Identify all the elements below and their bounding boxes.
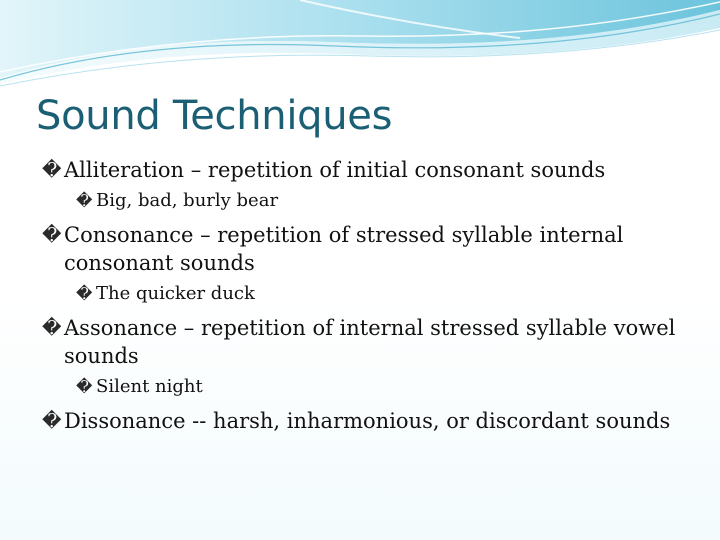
sub-bullet-item-consonance-example (42, 282, 682, 306)
bullet-marker-icon: � (42, 224, 62, 246)
bullet-text: The quicker duck (96, 283, 255, 304)
bullet-item-consonance (42, 221, 682, 277)
bullet-text: Dissonance -- harsh, inharmonious, or discordant sounds (64, 409, 671, 433)
header-wave-decoration (0, 0, 720, 90)
bullet-marker-icon: � (76, 284, 93, 303)
bullet-text: Assonance – repetition of internal stressed syllable vowel sounds (64, 316, 676, 368)
bullet-marker-icon: � (42, 317, 62, 339)
sub-bullet-item-assonance-example (42, 375, 682, 399)
bullet-marker-icon: � (42, 159, 62, 181)
bullet-marker-icon: � (76, 191, 93, 210)
slide-title: Sound Techniques (36, 93, 393, 139)
bullet-item-alliteration (42, 156, 682, 184)
bullet-text: Silent night (96, 376, 203, 397)
bullet-text: Alliteration – repetition of initial consonant sounds (64, 158, 606, 182)
bullet-marker-icon: � (42, 410, 62, 432)
bullet-item-assonance (42, 314, 682, 370)
bullet-marker-icon: � (76, 377, 93, 396)
bullet-item-dissonance (42, 407, 682, 435)
sub-bullet-item-alliteration-example (42, 189, 682, 213)
bullet-text: Big, bad, burly bear (96, 190, 279, 211)
bullet-list (42, 156, 682, 435)
bullet-text: Consonance – repetition of stressed syllable internal consonant sounds (64, 223, 624, 275)
